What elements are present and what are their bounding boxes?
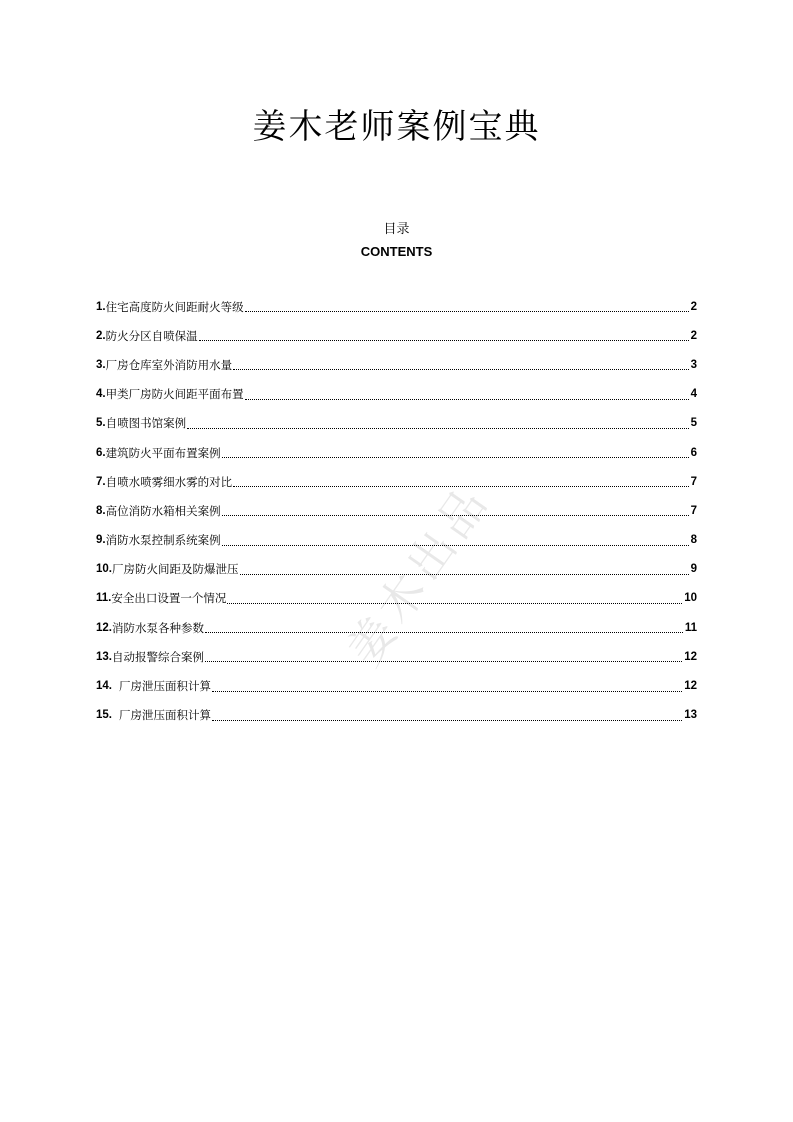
toc-entry-title: 消防水泵控制系统案例	[105, 533, 221, 548]
watermark: 姜木出品	[336, 474, 501, 676]
toc-entry-number: 2.	[96, 329, 106, 342]
toc-entry-title: 住宅高度防火间距耐火等级	[105, 299, 244, 314]
toc-entry-page: 7	[690, 475, 697, 488]
toc-dot-leader	[205, 632, 683, 633]
toc-entry-page: 9	[690, 563, 697, 576]
toc-entry-title: 安全出口设置一个情况	[111, 591, 227, 606]
toc-entry-page: 5	[690, 417, 697, 430]
toc-entry-title: 厂房仓库室外消防用水量	[105, 357, 233, 372]
toc-entry-8[interactable]	[96, 496, 697, 525]
toc-entry-5[interactable]	[96, 409, 697, 438]
toc-entry-page: 7	[690, 504, 697, 517]
toc-entry-title: 防火分区自喷保温	[105, 328, 198, 343]
toc-entry-title: 自喷水喷雾细水雾的对比	[105, 474, 233, 489]
toc-entry-12[interactable]	[96, 613, 697, 642]
toc-entry-title: 建筑防火平面布置案例	[105, 445, 221, 460]
toc-dot-leader	[199, 340, 689, 341]
toc-dot-leader	[233, 486, 689, 487]
toc-entry-page: 10	[684, 592, 697, 605]
toc-entry-page: 6	[690, 446, 697, 459]
toc-entry-number: 3.	[96, 358, 106, 371]
toc-entry-number: 15.	[96, 709, 112, 722]
toc-entry-page: 11	[684, 621, 697, 634]
toc-entry-page: 12	[684, 650, 697, 663]
toc-dot-leader	[227, 603, 682, 604]
toc-entry-number: 4.	[96, 388, 106, 401]
toc-entry-1[interactable]	[96, 292, 697, 321]
toc-heading: 目录	[383, 222, 410, 237]
toc-entry-title: 厂房泄压面积计算	[119, 679, 211, 694]
toc-entry-7[interactable]	[96, 467, 697, 496]
toc-entry-number: 12.	[96, 621, 112, 634]
toc-dot-leader	[240, 574, 689, 575]
toc-entry-title: 消防水泵各种参数	[112, 620, 204, 635]
toc-entry-number: 1.	[96, 300, 106, 313]
toc-entry-14[interactable]	[96, 671, 697, 700]
toc-entry-title: 厂房防火间距及防爆泄压	[112, 562, 239, 577]
toc-dot-leader	[222, 515, 689, 516]
toc-heading-english: CONTENTS	[360, 244, 433, 259]
toc-dot-leader	[205, 661, 682, 662]
toc-entry-3[interactable]	[96, 350, 697, 379]
toc-entry-title: 自动报警综合案例	[112, 649, 204, 664]
toc-dot-leader	[222, 457, 689, 458]
toc-entry-number: 14.	[96, 680, 112, 693]
toc-entry-15[interactable]	[96, 701, 697, 730]
toc-entry-6[interactable]	[96, 438, 697, 467]
toc-entry-page: 2	[690, 300, 697, 313]
toc-entry-page: 13	[684, 709, 697, 722]
toc-entry-title: 甲类厂房防火间距平面布置	[105, 387, 244, 402]
toc-entry-number: 6.	[96, 446, 106, 459]
toc-entry-page: 2	[690, 329, 697, 342]
toc-entry-number: 8.	[96, 504, 106, 517]
toc-entry-number: 9.	[96, 534, 106, 547]
toc-entry-4[interactable]	[96, 380, 697, 409]
toc-entry-number: 7.	[96, 475, 106, 488]
toc-entry-2[interactable]	[96, 321, 697, 350]
document-title: 姜木老师案例宝典	[252, 107, 541, 147]
toc-entry-page: 3	[690, 358, 697, 371]
toc-dot-leader	[222, 545, 689, 546]
toc-entry-9[interactable]	[96, 526, 697, 555]
toc-entry-13[interactable]	[96, 642, 697, 671]
toc-entry-11[interactable]	[96, 584, 697, 613]
table-of-contents	[96, 292, 697, 730]
toc-entry-title: 自喷图书馆案例	[105, 416, 187, 431]
toc-dot-leader	[212, 720, 682, 721]
toc-entry-number: 5.	[96, 417, 106, 430]
toc-entry-number: 13.	[96, 650, 112, 663]
toc-entry-number: 10.	[96, 563, 112, 576]
toc-entry-number: 11.	[96, 592, 112, 605]
toc-dot-leader	[187, 428, 689, 429]
toc-entry-title: 高位消防水箱相关案例	[105, 503, 221, 518]
toc-entry-page: 12	[684, 680, 697, 693]
toc-dot-leader	[233, 369, 689, 370]
toc-dot-leader	[245, 311, 689, 312]
toc-entry-page: 4	[690, 388, 697, 401]
toc-dot-leader	[212, 691, 682, 692]
toc-entry-10[interactable]	[96, 555, 697, 584]
toc-entry-title: 厂房泄压面积计算	[119, 708, 211, 723]
toc-dot-leader	[245, 399, 689, 400]
toc-entry-page: 8	[690, 534, 697, 547]
